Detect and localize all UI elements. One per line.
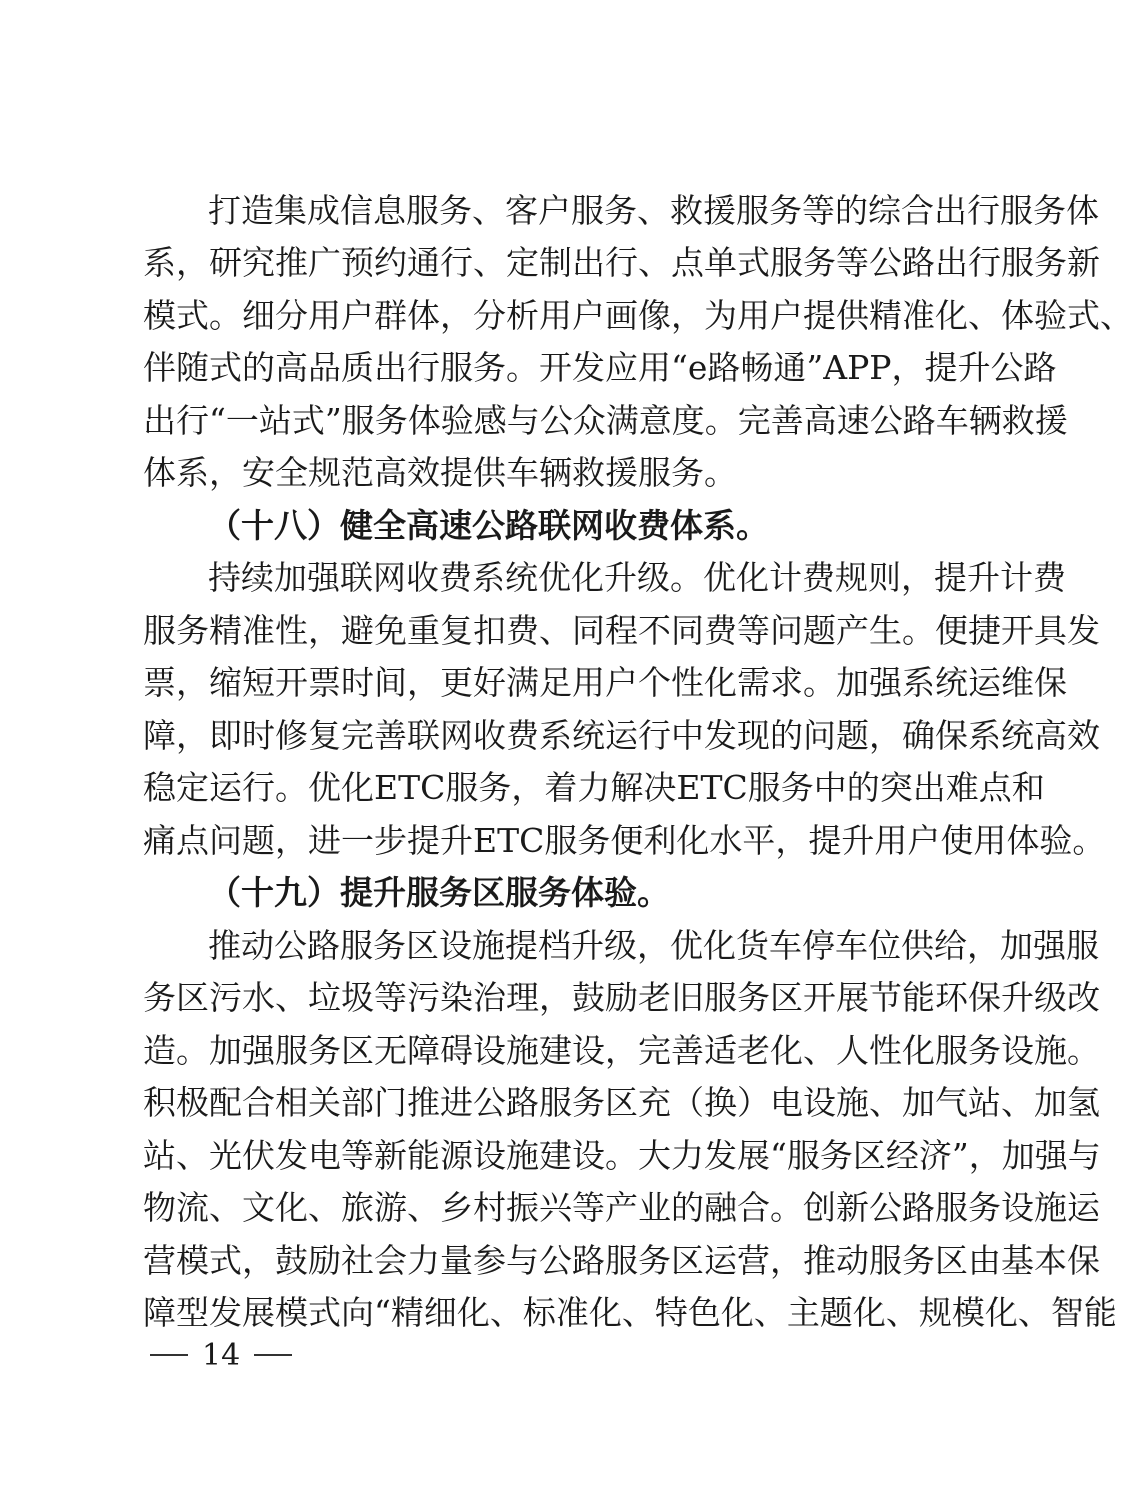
paragraph-3-line-7: 营模式，鼓励社会力量参与公路服务区运营，推动服务区由基本保 — [143, 1241, 1100, 1280]
paragraph-3-line-4: 积极配合相关部门推进公路服务区充（换）电设施、加气站、加氢 — [143, 1083, 1100, 1122]
section-heading-18: （十八）健全高速公路联网收费体系。 — [208, 506, 769, 545]
paragraph-1-line-3: 模式。细分用户群体，分析用户画像，为用户提供精准化、体验式、 — [143, 296, 1133, 335]
page-number: 14 — [202, 1337, 241, 1373]
paragraph-3-line-8: 障型发展模式向“精细化、标准化、特色化、主题化、规模化、智能 — [143, 1293, 1117, 1332]
paragraph-2-line-2: 服务精准性，避免重复扣费、同程不同费等问题产生。便捷开具发 — [143, 611, 1100, 650]
paragraph-2-line-5: 稳定运行。优化ETC服务，着力解决ETC服务中的突出难点和 — [143, 768, 1045, 807]
section-heading-19: （十九）提升服务区服务体验。 — [208, 873, 670, 912]
paragraph-2-line-3: 票，缩短开票时间，更好满足用户个性化需求。加强系统运维保 — [143, 663, 1067, 702]
paragraph-2-line-1: 持续加强联网收费系统优化升级。优化计费规则，提升计费 — [208, 558, 1066, 597]
paragraph-1-line-1: 打造集成信息服务、客户服务、救援服务等的综合出行服务体 — [208, 191, 1099, 230]
paragraph-1-line-2: 系，研究推广预约通行、定制出行、点单式服务等公路出行服务新 — [143, 243, 1100, 282]
page-footer — [150, 1335, 292, 1375]
paragraph-3-line-1: 推动公路服务区设施提档升级，优化货车停车位供给，加强服 — [208, 926, 1099, 965]
paragraph-1-line-5: 出行“一站式”服务体验感与公众满意度。完善高速公路车辆救援 — [143, 401, 1068, 440]
paragraph-3-line-5: 站、光伏发电等新能源设施建设。大力发展“服务区经济”，加强与 — [143, 1136, 1101, 1175]
footer-dash-left — [150, 1354, 188, 1356]
paragraph-2-line-6: 痛点问题，进一步提升ETC服务便利化水平，提升用户使用体验。 — [143, 821, 1106, 860]
paragraph-2-line-4: 障，即时修复完善联网收费系统运行中发现的问题，确保系统高效 — [143, 716, 1100, 755]
paragraph-1-line-6: 体系，安全规范高效提供车辆救援服务。 — [143, 453, 737, 492]
paragraph-3-line-3: 造。加强服务区无障碍设施建设，完善适老化、人性化服务设施。 — [143, 1031, 1100, 1070]
footer-dash-right — [254, 1354, 292, 1356]
paragraph-3-line-6: 物流、文化、旅游、乡村振兴等产业的融合。创新公路服务设施运 — [143, 1188, 1100, 1227]
paragraph-1-line-4: 伴随式的高品质出行服务。开发应用“e路畅通”APP，提升公路 — [143, 348, 1057, 387]
paragraph-3-line-2: 务区污水、垃圾等污染治理，鼓励老旧服务区开展节能环保升级改 — [143, 978, 1100, 1017]
